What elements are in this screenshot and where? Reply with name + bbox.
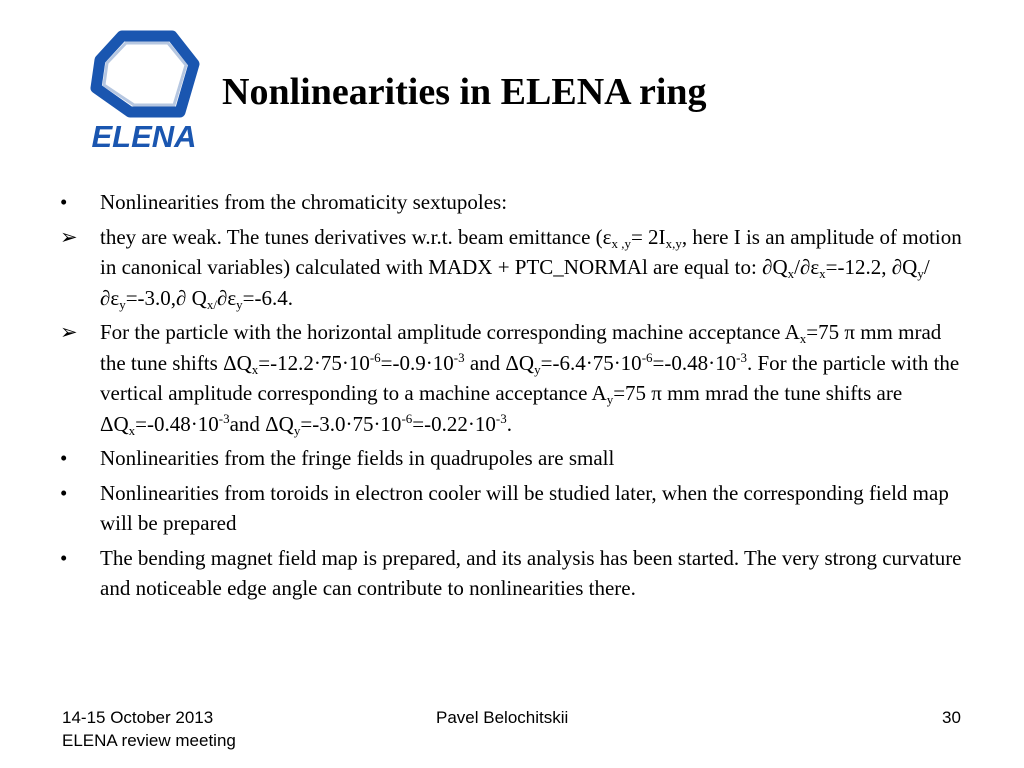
bullet-item — [60, 443, 970, 474]
logo-text: ELENA — [91, 119, 197, 152]
subscript: x,y — [665, 235, 682, 251]
footer-author: Pavel Belochitskii — [436, 708, 569, 727]
bullet-item — [60, 222, 970, 314]
subscript: y — [534, 361, 541, 377]
elena-logo — [88, 26, 204, 152]
footer-date: 14-15 October 2013 — [62, 708, 214, 727]
superscript: -3 — [218, 410, 230, 426]
subscript: x — [787, 266, 795, 281]
subscript: x — [251, 361, 259, 377]
arrow-bullet-icon: ➢ — [60, 320, 78, 344]
arrow-bullet-icon: ➢ — [60, 224, 78, 249]
bullet-text: Nonlinearities from toroids in electron cooler will be studied later, when the corresponding field map will be prepared — [100, 480, 949, 535]
footer-event: ELENA review meeting — [62, 731, 236, 750]
bullet-list — [60, 187, 970, 608]
subscript: y — [606, 392, 614, 407]
bullet-text: The bending magnet field map is prepared, and its analysis has been started. The very strong curvature and noticeable edge angle can contribute to nonlinearities there. — [100, 545, 962, 600]
bullet-text: Nonlinearities from the fringe fields in quadrupoles are small — [100, 446, 615, 470]
subscript: y — [293, 422, 301, 438]
subscript: x — [799, 331, 807, 346]
superscript: -6 — [641, 349, 653, 365]
subscript: y — [917, 266, 924, 281]
superscript: -6 — [369, 349, 381, 365]
superscript: -6 — [401, 410, 413, 426]
slide-title: Nonlinearities in ELENA ring — [222, 71, 707, 113]
bullet-text: For the particle with the horizontal amplitude corresponding machine acceptance $A_x=75$ π mm mrad the tune shifts $\Delta Q_x=-12.2\cdot 75\cdot 10^{-6}=-0.9\cdot 10^{-3}$ and $\Delta Q_y=-6.4\cdot 75\cdot 10^{-6}=-0.48\cdot 10^{-3}$. For the particle with the vertical amplitude corresponding to a machine acceptance $A_y=75$ π mm mrad the tune shifts are $\Delta Q_x=-0.48\cdot 10^{-3}and$ $\Delta Q_y=-3.0\cdot 75\cdot 10^{-6}=-0.22\cdot 10^{-3}$. — [100, 320, 960, 438]
bullet-item — [60, 478, 970, 539]
footer-left — [62, 706, 236, 752]
footer-page-number: 30 — [942, 708, 961, 727]
superscript: -3 — [495, 410, 507, 426]
subscript: y — [236, 296, 243, 312]
subscript: y — [119, 296, 126, 312]
superscript: -3 — [453, 349, 465, 365]
bullet-text: Nonlinearities from the chromaticity sextupoles: — [100, 190, 508, 214]
subscript: x — [819, 266, 826, 281]
bullet-item — [60, 543, 970, 604]
subscript: x/ — [206, 296, 217, 312]
bullet-text: they are weak. The tunes derivatives w.r.t. beam emittance ($\varepsilon_{x ,y}= 2I_{x,y}$, here I is an amplitude of motion in canonical variables) calculated with MADX + PTC_NORMAl are equal to: $\partial Q_x/\partial\varepsilon_x=-12.2$, $\partial Q_y/\partial\varepsilon_y=-3.0,\partial$ $Q_{x/}\partial\varepsilon_y=-6.4$. — [100, 224, 962, 312]
bullet-item — [60, 317, 970, 439]
bullet-dot-icon: • — [60, 480, 68, 505]
subscript: x — [128, 422, 136, 438]
superscript: -3 — [736, 349, 747, 365]
bullet-dot-icon: • — [60, 446, 68, 470]
subscript: x ,y — [611, 235, 631, 251]
bullet-item — [60, 187, 970, 218]
bullet-dot-icon: • — [60, 545, 68, 570]
bullet-dot-icon: • — [60, 190, 68, 214]
